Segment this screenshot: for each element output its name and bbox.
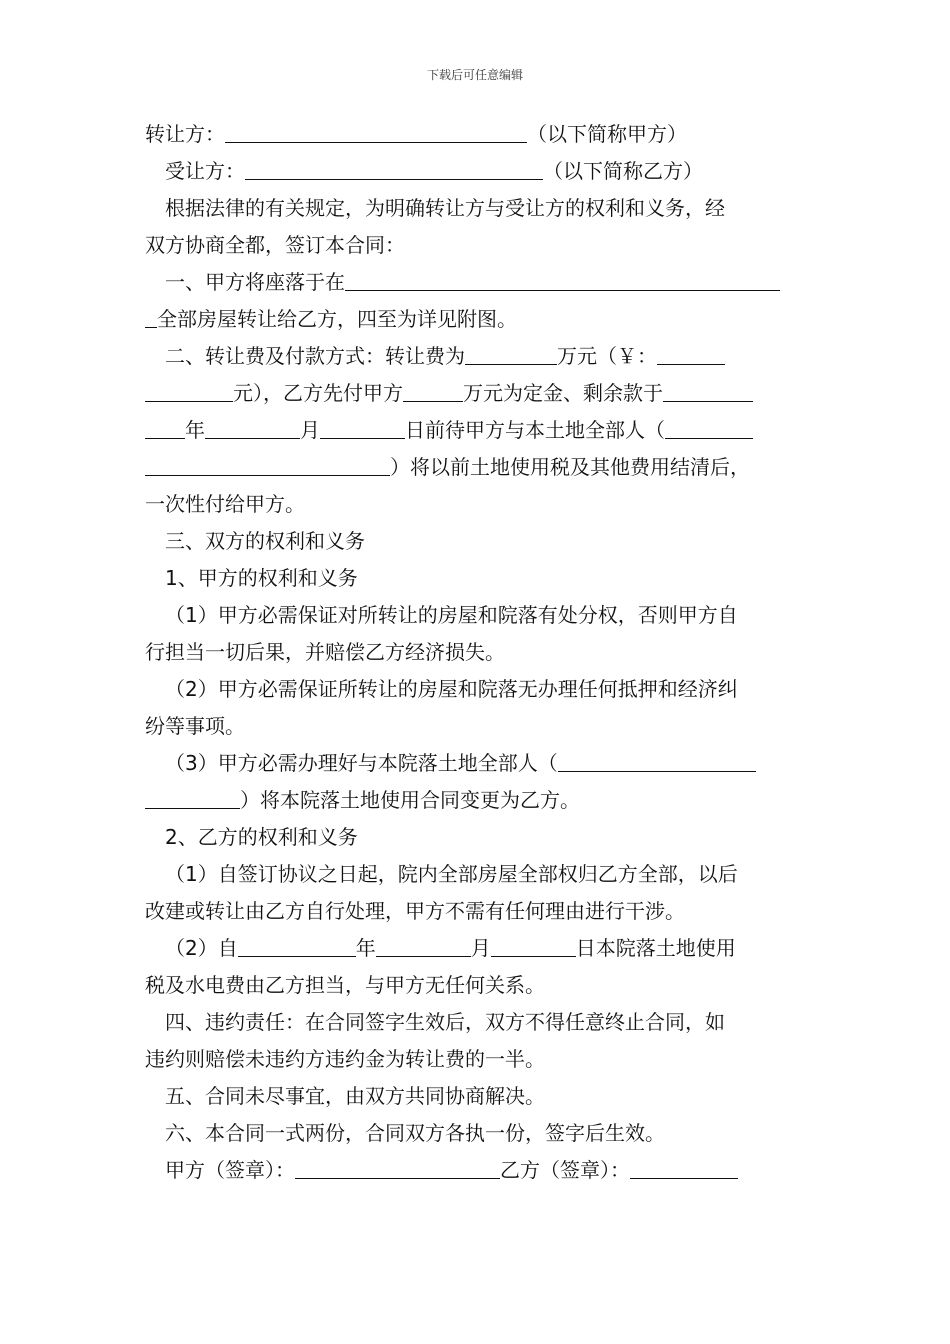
clause3-title: 三、双方的权利和义务 (165, 529, 365, 553)
page-header-note: 下载后可任意编辑 (426, 68, 523, 82)
clause2-line-3: 年 月 日前待甲方与本土地全部人（ (145, 412, 810, 449)
clause3-1-2-line-2: 纷等事项。 (145, 714, 245, 738)
clause3-2-1-line-1: （1）自签订协议之日起，院内全部房屋全部权归乙方全部，以后 (165, 862, 738, 886)
clause1-line-1: 一、甲方将座落于在 (145, 264, 810, 301)
landowner-blank-2[interactable] (558, 749, 756, 772)
party-a-signature-blank[interactable] (295, 1156, 500, 1179)
clause3-1-3-line-1: （3）甲方必需办理好与本院落土地全部人（ (145, 745, 810, 782)
fee-amount-blank[interactable] (657, 342, 725, 365)
clause3-1-3-line-2: ）将本院落土地使用合同变更为乙方。 (145, 782, 810, 819)
transferor-blank[interactable] (225, 120, 527, 143)
clause3-1-1-line-2: 行担当一切后果，并赔偿乙方经济损失。 (145, 640, 505, 664)
balance-day-blank[interactable] (320, 416, 405, 439)
start-year-blank[interactable] (238, 934, 356, 957)
deposit-blank[interactable] (403, 379, 463, 402)
transferor-line: 转让方： （以下简称甲方） (145, 122, 687, 146)
clause2-line-4: ）将以前土地使用税及其他费用结清后， (145, 449, 810, 486)
fee-blank[interactable] (465, 342, 557, 365)
clause3-1-1-line-1: （1）甲方必需保证对所转让的房屋和院落有处分权，否则甲方自 (165, 603, 738, 627)
landowner-blank[interactable] (665, 416, 753, 439)
location-blank[interactable] (345, 268, 780, 291)
preamble-line-2: 双方协商全都，签订本合同： (145, 233, 405, 257)
landowner-blank-2-cont[interactable] (145, 786, 240, 809)
location-blank-cont[interactable] (145, 305, 157, 328)
start-month-blank[interactable] (376, 934, 471, 957)
balance-month-blank[interactable] (205, 416, 300, 439)
clause2-line-2: 元），乙方先付甲方 万元为定金、剩余款于 (145, 375, 810, 412)
clause2-line-5: 一次性付给甲方。 (145, 492, 305, 516)
landowner-blank-cont[interactable] (145, 453, 390, 476)
clause3-2-1-line-2: 改建或转让由乙方自行处理，甲方不需有任何理由进行干涉。 (145, 899, 685, 923)
clause3-2-title: 2、乙方的权利和义务 (165, 825, 358, 849)
clause4-line-1: 四、违约责任：在合同签字生效后，双方不得任意终止合同，如 (165, 1010, 725, 1034)
clause3-2-2-line-1: （2）自 年 月 日本院落土地使用 (165, 936, 736, 960)
balance-year-blank-cont[interactable] (145, 416, 185, 439)
contract-body (145, 116, 810, 1189)
transferee-blank[interactable] (245, 157, 543, 180)
clause5-line: 五、合同未尽事宜，由双方共同协商解决。 (165, 1084, 545, 1108)
fee-amount-blank-cont[interactable] (145, 379, 233, 402)
preamble-line-1: 根据法律的有关规定，为明确转让方与受让方的权利和义务，经 (165, 196, 725, 220)
start-day-blank[interactable] (491, 934, 576, 957)
signature-line: 甲方（签章）： 乙方（签章）： (145, 1152, 810, 1189)
clause2-line-1: 二、转让费及付款方式：转让费为 万元（￥： (145, 338, 810, 375)
clause6-line: 六、本合同一式两份，合同双方各执一份，签字后生效。 (165, 1121, 665, 1145)
balance-year-blank[interactable] (663, 379, 753, 402)
clause4-line-2: 违约则赔偿未违约方违约金为转让费的一半。 (145, 1047, 545, 1071)
clause3-1-2-line-1: （2）甲方必需保证所转让的房屋和院落无办理任何抵押和经济纠 (165, 677, 738, 701)
transferee-line: 受让方： （以下简称乙方） (165, 159, 703, 183)
clause3-2-2-line-2: 税及水电费由乙方担当，与甲方无任何关系。 (145, 973, 545, 997)
clause3-1-title: 1、甲方的权利和义务 (165, 566, 358, 590)
clause1-line-2: 全部房屋转让给乙方，四至为详见附图。 (145, 301, 810, 338)
party-b-signature-blank[interactable] (630, 1156, 738, 1179)
